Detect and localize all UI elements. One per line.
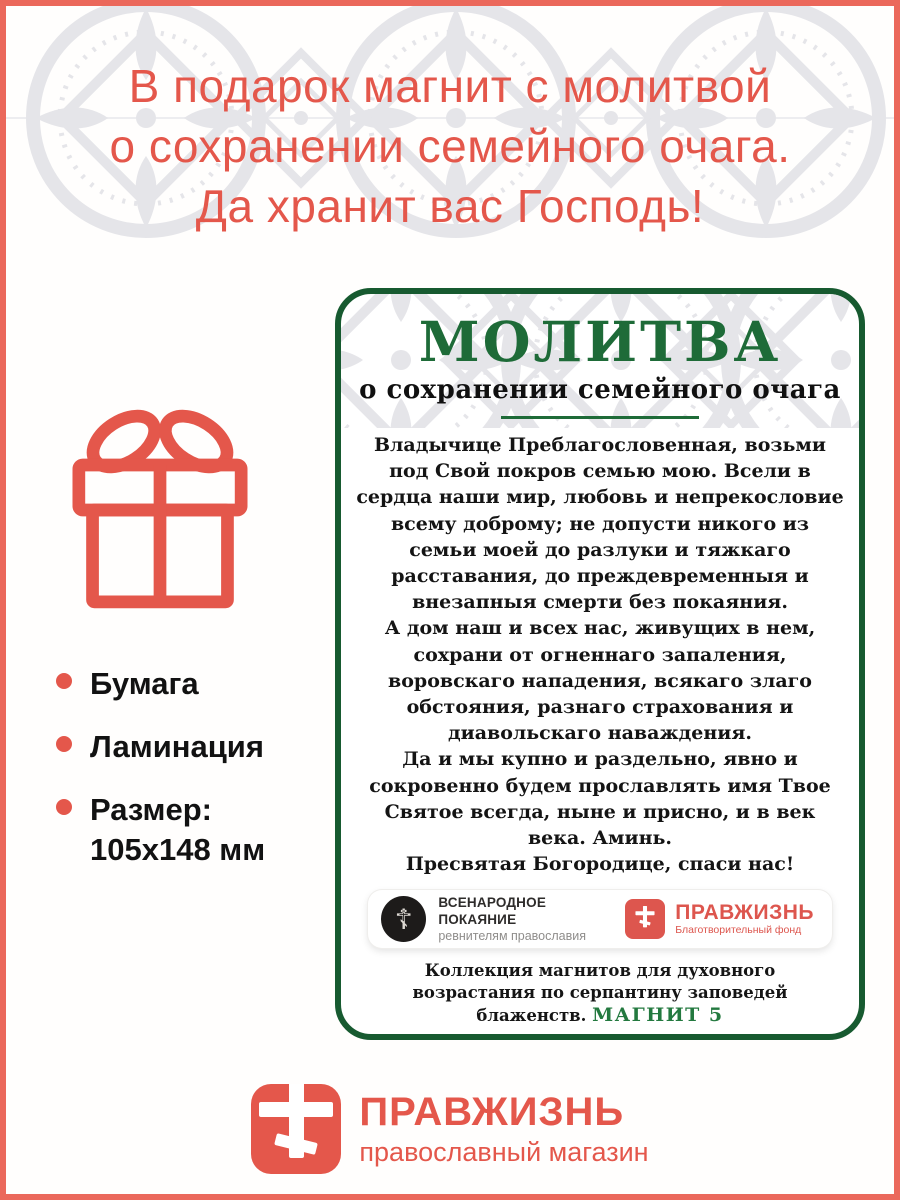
prayer-line: под Свой покров семью мою. Всели в xyxy=(389,460,811,483)
brand-name: ПРАВЖИЗНЬ xyxy=(359,1090,625,1134)
prayer-line: диавольскаго наваждения. xyxy=(447,722,753,745)
magnet-card xyxy=(335,288,865,1040)
promo-headline-line: В подарок магнит с молитвой xyxy=(128,60,772,112)
repentance-subtitle: ревнителям православия xyxy=(438,929,587,944)
prayer-line: века. Аминь. xyxy=(527,827,673,850)
orthodox-cross-icon: ☦ xyxy=(381,896,426,942)
pravzhizn-fund-title: ПРАВЖИЗНЬ xyxy=(675,900,814,924)
pravzhizn-fund-logo xyxy=(625,899,814,939)
prayer-line: Святое всегда, ныне и присно, и в век xyxy=(384,800,816,823)
partners-bar xyxy=(368,890,832,948)
prayer-line: расставания, до преждевременныя и xyxy=(391,565,809,588)
bullet-dot xyxy=(56,673,72,689)
prayer-line: внезапныя смерти без покаяния. xyxy=(412,591,788,614)
prayer-line: семьи моей до разлуки и тяжкаго xyxy=(409,538,791,561)
prayer-line: обстояния, разнаго страхования и xyxy=(406,696,794,719)
collection-note xyxy=(341,960,859,1027)
prayer-line: Владычице Преблагословенная, возьми xyxy=(373,434,827,456)
prayer-text xyxy=(341,432,859,877)
brand-footer xyxy=(6,1084,894,1174)
pravzhizn-fund-subtitle: Благотворительный фонд xyxy=(675,923,802,936)
prayer-line: Пресвятая Богородице, спаси нас! xyxy=(405,853,795,876)
prayer-line: сердца наши мир, любовь и непрекословие xyxy=(356,486,844,509)
brand-tagline: православный магазин xyxy=(359,1137,649,1167)
feature-item xyxy=(56,664,326,704)
prayer-line: Да и мы купно и раздельно, явно и xyxy=(402,748,798,771)
feature-label: Ламинация xyxy=(90,729,264,764)
promo-headline-line: Да хранит вас Господь! xyxy=(195,180,705,232)
bullet-dot xyxy=(56,799,72,815)
prayer-line: сокровенно будем прославлять имя Твое xyxy=(369,774,831,797)
feature-item-size xyxy=(56,790,326,870)
bullet-dot xyxy=(56,736,72,752)
size-label: Размер: xyxy=(90,792,212,827)
collection-note-text: Коллекция магнитов для духовного возрастания по серпантину заповедей блаженств. xyxy=(412,961,788,1026)
prayer-title: МОЛИТВА xyxy=(418,309,782,374)
prayer-subtitle: о сохранении семейного очага xyxy=(359,375,841,405)
prayer-line: всему доброму; не допусти никого из xyxy=(390,512,809,535)
repentance-title: ВСЕНАРОДНОЕ ПОКАЯНИЕ xyxy=(438,895,547,928)
prayer-line: сохрани от огненнаго запаления, xyxy=(413,643,787,666)
promo-headline xyxy=(6,56,894,236)
size-value: 105x148 мм xyxy=(90,832,266,867)
prayer-line: А дом наш и всех нас, живущих в нем, xyxy=(384,617,816,640)
gift-icon xyxy=(72,408,248,610)
repentance-logo xyxy=(381,894,625,944)
orthodox-cross-icon xyxy=(625,899,665,939)
feature-label: Бумага xyxy=(90,666,199,701)
orthodox-cross-icon xyxy=(251,1084,341,1174)
magnet-number-badge: МАГНИТ 5 xyxy=(592,1004,724,1027)
prayer-line: воровскаго нападения, всякаго злаго xyxy=(388,669,812,692)
divider xyxy=(501,416,699,419)
feature-list xyxy=(56,664,326,893)
feature-item xyxy=(56,727,326,767)
promo-headline-line: о сохранении семейного очага. xyxy=(109,120,791,172)
